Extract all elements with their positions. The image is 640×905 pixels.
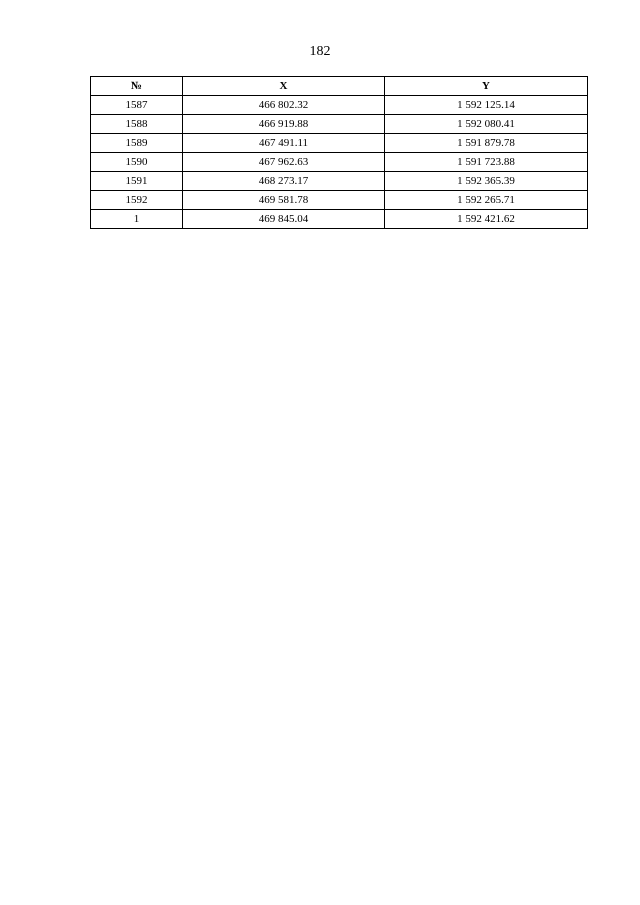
cell-x: 467 962.63: [183, 153, 385, 172]
cell-x: 466 919.88: [183, 115, 385, 134]
cell-number: 1588: [91, 115, 183, 134]
cell-y: 1 592 265.71: [385, 191, 588, 210]
cell-number: 1: [91, 210, 183, 229]
header-y: Y: [385, 77, 588, 96]
page-number: 182: [309, 44, 331, 59]
cell-number: 1587: [91, 96, 183, 115]
cell-x: 469 845.04: [183, 210, 385, 229]
table-row: [91, 172, 588, 191]
cell-y: 1 592 421.62: [385, 210, 588, 229]
cell-number: 1592: [91, 191, 183, 210]
cell-y: 1 592 080.41: [385, 115, 588, 134]
table-header-row: [91, 77, 588, 96]
cell-number: 1591: [91, 172, 183, 191]
table-row: [91, 210, 588, 229]
cell-y: 1 592 125.14: [385, 96, 588, 115]
header-number: №: [91, 77, 183, 96]
cell-x: 468 273.17: [183, 172, 385, 191]
header-x: X: [183, 77, 385, 96]
cell-y: 1 591 723.88: [385, 153, 588, 172]
table-row: [91, 153, 588, 172]
cell-number: 1590: [91, 153, 183, 172]
cell-x: 467 491.11: [183, 134, 385, 153]
cell-y: 1 592 365.39: [385, 172, 588, 191]
cell-y: 1 591 879.78: [385, 134, 588, 153]
coordinates-table: [90, 76, 588, 229]
table-row: [91, 96, 588, 115]
table-row: [91, 191, 588, 210]
table-row: [91, 115, 588, 134]
cell-number: 1589: [91, 134, 183, 153]
cell-x: 466 802.32: [183, 96, 385, 115]
cell-x: 469 581.78: [183, 191, 385, 210]
table-row: [91, 134, 588, 153]
